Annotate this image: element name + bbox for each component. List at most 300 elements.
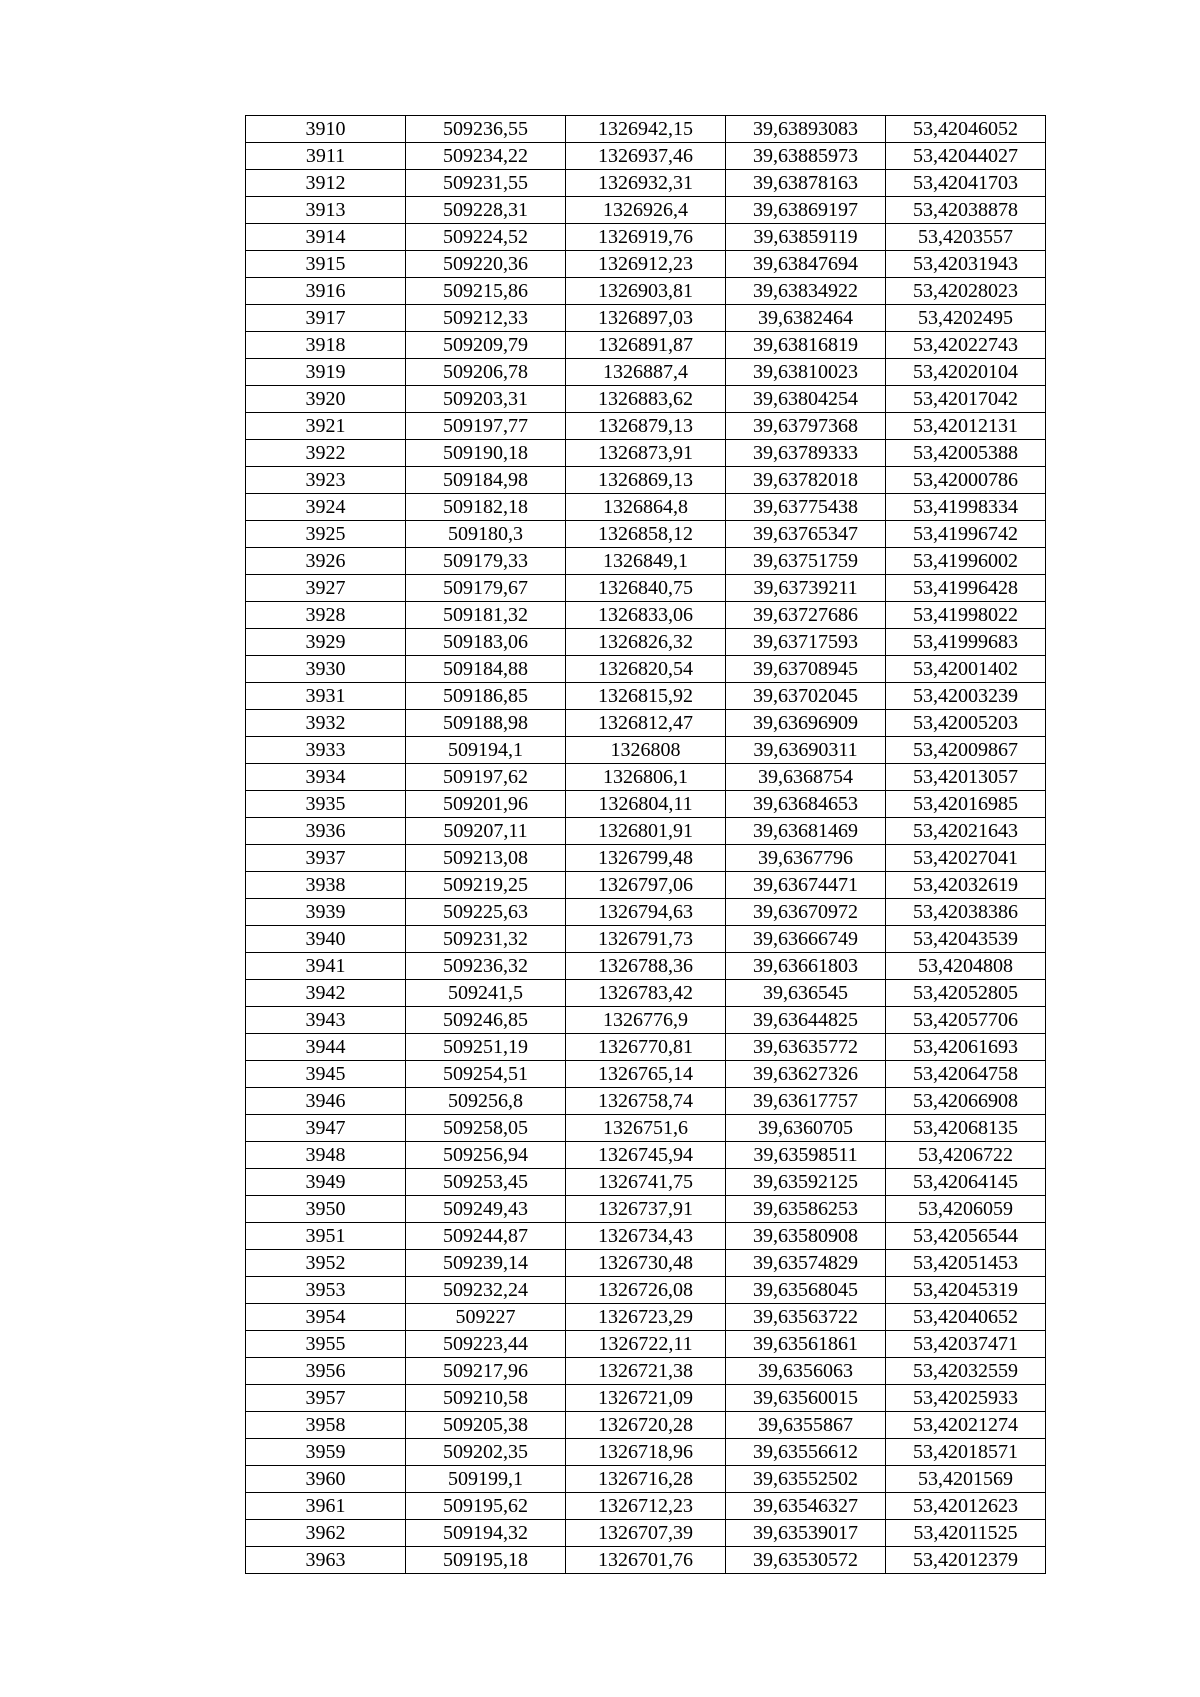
latitude-cell: 53,42040652 (886, 1304, 1046, 1331)
table-row (246, 899, 1046, 926)
latitude-cell: 53,42005203 (886, 710, 1046, 737)
y-coordinate-cell: 1326783,42 (566, 980, 726, 1007)
latitude-cell: 53,42057706 (886, 1007, 1046, 1034)
longitude-cell: 39,6382464 (726, 305, 886, 332)
longitude-cell: 39,63869197 (726, 197, 886, 224)
longitude-cell: 39,63708945 (726, 656, 886, 683)
table-row (246, 1142, 1046, 1169)
longitude-cell: 39,63644825 (726, 1007, 886, 1034)
x-coordinate-cell: 509179,33 (406, 548, 566, 575)
point-number-cell: 3916 (246, 278, 406, 305)
y-coordinate-cell: 1326799,48 (566, 845, 726, 872)
latitude-cell: 53,42018571 (886, 1439, 1046, 1466)
table-row (246, 116, 1046, 143)
longitude-cell: 39,63765347 (726, 521, 886, 548)
latitude-cell: 53,42064758 (886, 1061, 1046, 1088)
table-row (246, 980, 1046, 1007)
y-coordinate-cell: 1326707,39 (566, 1520, 726, 1547)
longitude-cell: 39,63893083 (726, 116, 886, 143)
table-row (246, 1223, 1046, 1250)
y-coordinate-cell: 1326770,81 (566, 1034, 726, 1061)
latitude-cell: 53,4203557 (886, 224, 1046, 251)
y-coordinate-cell: 1326701,76 (566, 1547, 726, 1574)
latitude-cell: 53,42061693 (886, 1034, 1046, 1061)
x-coordinate-cell: 509210,58 (406, 1385, 566, 1412)
point-number-cell: 3953 (246, 1277, 406, 1304)
point-number-cell: 3961 (246, 1493, 406, 1520)
table-row (246, 278, 1046, 305)
latitude-cell: 53,42066908 (886, 1088, 1046, 1115)
longitude-cell: 39,63739211 (726, 575, 886, 602)
x-coordinate-cell: 509181,32 (406, 602, 566, 629)
table-row (246, 764, 1046, 791)
y-coordinate-cell: 1326887,4 (566, 359, 726, 386)
table-row (246, 494, 1046, 521)
latitude-cell: 53,4201569 (886, 1466, 1046, 1493)
y-coordinate-cell: 1326840,75 (566, 575, 726, 602)
table-row (246, 872, 1046, 899)
y-coordinate-cell: 1326912,23 (566, 251, 726, 278)
longitude-cell: 39,63539017 (726, 1520, 886, 1547)
longitude-cell: 39,63690311 (726, 737, 886, 764)
y-coordinate-cell: 1326815,92 (566, 683, 726, 710)
point-number-cell: 3943 (246, 1007, 406, 1034)
x-coordinate-cell: 509203,31 (406, 386, 566, 413)
point-number-cell: 3922 (246, 440, 406, 467)
longitude-cell: 39,63717593 (726, 629, 886, 656)
longitude-cell: 39,63574829 (726, 1250, 886, 1277)
point-number-cell: 3942 (246, 980, 406, 1007)
longitude-cell: 39,63674471 (726, 872, 886, 899)
x-coordinate-cell: 509219,25 (406, 872, 566, 899)
point-number-cell: 3917 (246, 305, 406, 332)
y-coordinate-cell: 1326891,87 (566, 332, 726, 359)
x-coordinate-cell: 509195,62 (406, 1493, 566, 1520)
longitude-cell: 39,63580908 (726, 1223, 886, 1250)
latitude-cell: 53,41998022 (886, 602, 1046, 629)
table-row (246, 791, 1046, 818)
table-row (246, 413, 1046, 440)
table-row (246, 683, 1046, 710)
latitude-cell: 53,42021643 (886, 818, 1046, 845)
latitude-cell: 53,42056544 (886, 1223, 1046, 1250)
table-row (246, 1088, 1046, 1115)
y-coordinate-cell: 1326734,43 (566, 1223, 726, 1250)
x-coordinate-cell: 509228,31 (406, 197, 566, 224)
point-number-cell: 3940 (246, 926, 406, 953)
y-coordinate-cell: 1326806,1 (566, 764, 726, 791)
point-number-cell: 3947 (246, 1115, 406, 1142)
longitude-cell: 39,63556612 (726, 1439, 886, 1466)
y-coordinate-cell: 1326919,76 (566, 224, 726, 251)
x-coordinate-cell: 509246,85 (406, 1007, 566, 1034)
point-number-cell: 3923 (246, 467, 406, 494)
y-coordinate-cell: 1326879,13 (566, 413, 726, 440)
y-coordinate-cell: 1326721,09 (566, 1385, 726, 1412)
y-coordinate-cell: 1326716,28 (566, 1466, 726, 1493)
point-number-cell: 3929 (246, 629, 406, 656)
y-coordinate-cell: 1326720,28 (566, 1412, 726, 1439)
longitude-cell: 39,6367796 (726, 845, 886, 872)
table-row (246, 1061, 1046, 1088)
x-coordinate-cell: 509179,67 (406, 575, 566, 602)
y-coordinate-cell: 1326712,23 (566, 1493, 726, 1520)
point-number-cell: 3954 (246, 1304, 406, 1331)
table-row (246, 710, 1046, 737)
x-coordinate-cell: 509197,77 (406, 413, 566, 440)
longitude-cell: 39,636545 (726, 980, 886, 1007)
table-row (246, 656, 1046, 683)
table-row (246, 1466, 1046, 1493)
x-coordinate-cell: 509253,45 (406, 1169, 566, 1196)
latitude-cell: 53,42001402 (886, 656, 1046, 683)
latitude-cell: 53,42013057 (886, 764, 1046, 791)
table-row (246, 467, 1046, 494)
point-number-cell: 3939 (246, 899, 406, 926)
x-coordinate-cell: 509202,35 (406, 1439, 566, 1466)
x-coordinate-cell: 509236,55 (406, 116, 566, 143)
table-row (246, 440, 1046, 467)
x-coordinate-cell: 509256,94 (406, 1142, 566, 1169)
y-coordinate-cell: 1326745,94 (566, 1142, 726, 1169)
x-coordinate-cell: 509220,36 (406, 251, 566, 278)
coordinates-table (245, 115, 1046, 1574)
table-row (246, 1493, 1046, 1520)
table-row (246, 1196, 1046, 1223)
latitude-cell: 53,4204808 (886, 953, 1046, 980)
point-number-cell: 3920 (246, 386, 406, 413)
latitude-cell: 53,42027041 (886, 845, 1046, 872)
longitude-cell: 39,63568045 (726, 1277, 886, 1304)
point-number-cell: 3958 (246, 1412, 406, 1439)
y-coordinate-cell: 1326797,06 (566, 872, 726, 899)
latitude-cell: 53,42038386 (886, 899, 1046, 926)
point-number-cell: 3955 (246, 1331, 406, 1358)
y-coordinate-cell: 1326737,91 (566, 1196, 726, 1223)
x-coordinate-cell: 509212,33 (406, 305, 566, 332)
table-row (246, 1304, 1046, 1331)
latitude-cell: 53,42068135 (886, 1115, 1046, 1142)
longitude-cell: 39,63563722 (726, 1304, 886, 1331)
latitude-cell: 53,42064145 (886, 1169, 1046, 1196)
y-coordinate-cell: 1326858,12 (566, 521, 726, 548)
table-row (246, 818, 1046, 845)
table-row (246, 170, 1046, 197)
point-number-cell: 3915 (246, 251, 406, 278)
y-coordinate-cell: 1326849,1 (566, 548, 726, 575)
x-coordinate-cell: 509188,98 (406, 710, 566, 737)
table-row (246, 1358, 1046, 1385)
point-number-cell: 3946 (246, 1088, 406, 1115)
latitude-cell: 53,42037471 (886, 1331, 1046, 1358)
y-coordinate-cell: 1326826,32 (566, 629, 726, 656)
longitude-cell: 39,63751759 (726, 548, 886, 575)
x-coordinate-cell: 509197,62 (406, 764, 566, 791)
latitude-cell: 53,42003239 (886, 683, 1046, 710)
x-coordinate-cell: 509206,78 (406, 359, 566, 386)
longitude-cell: 39,63552502 (726, 1466, 886, 1493)
latitude-cell: 53,42012379 (886, 1547, 1046, 1574)
y-coordinate-cell: 1326726,08 (566, 1277, 726, 1304)
point-number-cell: 3912 (246, 170, 406, 197)
x-coordinate-cell: 509209,79 (406, 332, 566, 359)
table-row (246, 926, 1046, 953)
x-coordinate-cell: 509249,43 (406, 1196, 566, 1223)
latitude-cell: 53,42022743 (886, 332, 1046, 359)
point-number-cell: 3963 (246, 1547, 406, 1574)
y-coordinate-cell: 1326804,11 (566, 791, 726, 818)
point-number-cell: 3962 (246, 1520, 406, 1547)
table-row (246, 1331, 1046, 1358)
longitude-cell: 39,63847694 (726, 251, 886, 278)
y-coordinate-cell: 1326801,91 (566, 818, 726, 845)
longitude-cell: 39,63782018 (726, 467, 886, 494)
longitude-cell: 39,63635772 (726, 1034, 886, 1061)
latitude-cell: 53,42043539 (886, 926, 1046, 953)
point-number-cell: 3952 (246, 1250, 406, 1277)
point-number-cell: 3936 (246, 818, 406, 845)
x-coordinate-cell: 509186,85 (406, 683, 566, 710)
point-number-cell: 3949 (246, 1169, 406, 1196)
y-coordinate-cell: 1326926,4 (566, 197, 726, 224)
longitude-cell: 39,6356063 (726, 1358, 886, 1385)
longitude-cell: 39,63696909 (726, 710, 886, 737)
table-row (246, 197, 1046, 224)
x-coordinate-cell: 509194,1 (406, 737, 566, 764)
latitude-cell: 53,42000786 (886, 467, 1046, 494)
latitude-cell: 53,42046052 (886, 116, 1046, 143)
point-number-cell: 3950 (246, 1196, 406, 1223)
point-number-cell: 3937 (246, 845, 406, 872)
x-coordinate-cell: 509224,52 (406, 224, 566, 251)
longitude-cell: 39,63617757 (726, 1088, 886, 1115)
latitude-cell: 53,41996742 (886, 521, 1046, 548)
x-coordinate-cell: 509234,22 (406, 143, 566, 170)
longitude-cell: 39,6360705 (726, 1115, 886, 1142)
point-number-cell: 3928 (246, 602, 406, 629)
x-coordinate-cell: 509251,19 (406, 1034, 566, 1061)
point-number-cell: 3924 (246, 494, 406, 521)
y-coordinate-cell: 1326758,74 (566, 1088, 726, 1115)
longitude-cell: 39,63859119 (726, 224, 886, 251)
point-number-cell: 3938 (246, 872, 406, 899)
point-number-cell: 3925 (246, 521, 406, 548)
x-coordinate-cell: 509223,44 (406, 1331, 566, 1358)
longitude-cell: 39,63592125 (726, 1169, 886, 1196)
longitude-cell: 39,63702045 (726, 683, 886, 710)
x-coordinate-cell: 509232,24 (406, 1277, 566, 1304)
point-number-cell: 3921 (246, 413, 406, 440)
point-number-cell: 3941 (246, 953, 406, 980)
longitude-cell: 39,63560015 (726, 1385, 886, 1412)
longitude-cell: 39,63810023 (726, 359, 886, 386)
latitude-cell: 53,42038878 (886, 197, 1046, 224)
point-number-cell: 3957 (246, 1385, 406, 1412)
y-coordinate-cell: 1326751,6 (566, 1115, 726, 1142)
point-number-cell: 3918 (246, 332, 406, 359)
latitude-cell: 53,41996002 (886, 548, 1046, 575)
longitude-cell: 39,63681469 (726, 818, 886, 845)
y-coordinate-cell: 1326937,46 (566, 143, 726, 170)
point-number-cell: 3960 (246, 1466, 406, 1493)
longitude-cell: 39,63878163 (726, 170, 886, 197)
y-coordinate-cell: 1326864,8 (566, 494, 726, 521)
x-coordinate-cell: 509239,14 (406, 1250, 566, 1277)
longitude-cell: 39,63530572 (726, 1547, 886, 1574)
table-row (246, 359, 1046, 386)
longitude-cell: 39,63804254 (726, 386, 886, 413)
table-row (246, 251, 1046, 278)
coordinates-table-body (246, 116, 1046, 1574)
latitude-cell: 53,42032619 (886, 872, 1046, 899)
table-row (246, 1277, 1046, 1304)
longitude-cell: 39,63661803 (726, 953, 886, 980)
latitude-cell: 53,42020104 (886, 359, 1046, 386)
point-number-cell: 3927 (246, 575, 406, 602)
y-coordinate-cell: 1326932,31 (566, 170, 726, 197)
y-coordinate-cell: 1326741,75 (566, 1169, 726, 1196)
y-coordinate-cell: 1326897,03 (566, 305, 726, 332)
x-coordinate-cell: 509231,55 (406, 170, 566, 197)
x-coordinate-cell: 509184,98 (406, 467, 566, 494)
longitude-cell: 39,63834922 (726, 278, 886, 305)
longitude-cell: 39,63775438 (726, 494, 886, 521)
latitude-cell: 53,42005388 (886, 440, 1046, 467)
table-row (246, 953, 1046, 980)
longitude-cell: 39,63816819 (726, 332, 886, 359)
x-coordinate-cell: 509180,3 (406, 521, 566, 548)
latitude-cell: 53,42031943 (886, 251, 1046, 278)
table-row (246, 1034, 1046, 1061)
latitude-cell: 53,42051453 (886, 1250, 1046, 1277)
x-coordinate-cell: 509244,87 (406, 1223, 566, 1250)
table-row (246, 224, 1046, 251)
y-coordinate-cell: 1326808 (566, 737, 726, 764)
longitude-cell: 39,63561861 (726, 1331, 886, 1358)
x-coordinate-cell: 509256,8 (406, 1088, 566, 1115)
latitude-cell: 53,42012131 (886, 413, 1046, 440)
table-row (246, 575, 1046, 602)
table-row (246, 548, 1046, 575)
latitude-cell: 53,42009867 (886, 737, 1046, 764)
latitude-cell: 53,42032559 (886, 1358, 1046, 1385)
y-coordinate-cell: 1326942,15 (566, 116, 726, 143)
point-number-cell: 3914 (246, 224, 406, 251)
y-coordinate-cell: 1326765,14 (566, 1061, 726, 1088)
latitude-cell: 53,42025933 (886, 1385, 1046, 1412)
y-coordinate-cell: 1326788,36 (566, 953, 726, 980)
latitude-cell: 53,42012623 (886, 1493, 1046, 1520)
y-coordinate-cell: 1326791,73 (566, 926, 726, 953)
point-number-cell: 3944 (246, 1034, 406, 1061)
table-row (246, 1547, 1046, 1574)
y-coordinate-cell: 1326723,29 (566, 1304, 726, 1331)
table-row (246, 332, 1046, 359)
latitude-cell: 53,42041703 (886, 170, 1046, 197)
latitude-cell: 53,41998334 (886, 494, 1046, 521)
point-number-cell: 3959 (246, 1439, 406, 1466)
y-coordinate-cell: 1326820,54 (566, 656, 726, 683)
longitude-cell: 39,63670972 (726, 899, 886, 926)
latitude-cell: 53,4206722 (886, 1142, 1046, 1169)
latitude-cell: 53,42011525 (886, 1520, 1046, 1547)
x-coordinate-cell: 509184,88 (406, 656, 566, 683)
point-number-cell: 3945 (246, 1061, 406, 1088)
x-coordinate-cell: 509241,5 (406, 980, 566, 1007)
latitude-cell: 53,42016985 (886, 791, 1046, 818)
table-row (246, 1250, 1046, 1277)
longitude-cell: 39,63666749 (726, 926, 886, 953)
table-row (246, 1007, 1046, 1034)
y-coordinate-cell: 1326883,62 (566, 386, 726, 413)
x-coordinate-cell: 509182,18 (406, 494, 566, 521)
x-coordinate-cell: 509227 (406, 1304, 566, 1331)
longitude-cell: 39,63797368 (726, 413, 886, 440)
table-row (246, 1520, 1046, 1547)
x-coordinate-cell: 509215,86 (406, 278, 566, 305)
table-row (246, 386, 1046, 413)
point-number-cell: 3935 (246, 791, 406, 818)
longitude-cell: 39,63684653 (726, 791, 886, 818)
x-coordinate-cell: 509194,32 (406, 1520, 566, 1547)
latitude-cell: 53,4206059 (886, 1196, 1046, 1223)
x-coordinate-cell: 509205,38 (406, 1412, 566, 1439)
longitude-cell: 39,63789333 (726, 440, 886, 467)
x-coordinate-cell: 509258,05 (406, 1115, 566, 1142)
x-coordinate-cell: 509201,96 (406, 791, 566, 818)
longitude-cell: 39,63586253 (726, 1196, 886, 1223)
table-row (246, 845, 1046, 872)
table-row (246, 1439, 1046, 1466)
longitude-cell: 39,6368754 (726, 764, 886, 791)
y-coordinate-cell: 1326812,47 (566, 710, 726, 737)
longitude-cell: 39,6355867 (726, 1412, 886, 1439)
point-number-cell: 3932 (246, 710, 406, 737)
point-number-cell: 3926 (246, 548, 406, 575)
latitude-cell: 53,4202495 (886, 305, 1046, 332)
table-row (246, 521, 1046, 548)
x-coordinate-cell: 509190,18 (406, 440, 566, 467)
x-coordinate-cell: 509254,51 (406, 1061, 566, 1088)
latitude-cell: 53,42021274 (886, 1412, 1046, 1439)
table-row (246, 629, 1046, 656)
longitude-cell: 39,63727686 (726, 602, 886, 629)
table-row (246, 1412, 1046, 1439)
y-coordinate-cell: 1326869,13 (566, 467, 726, 494)
x-coordinate-cell: 509195,18 (406, 1547, 566, 1574)
x-coordinate-cell: 509217,96 (406, 1358, 566, 1385)
table-row (246, 143, 1046, 170)
point-number-cell: 3933 (246, 737, 406, 764)
y-coordinate-cell: 1326718,96 (566, 1439, 726, 1466)
longitude-cell: 39,63546327 (726, 1493, 886, 1520)
y-coordinate-cell: 1326721,38 (566, 1358, 726, 1385)
x-coordinate-cell: 509207,11 (406, 818, 566, 845)
longitude-cell: 39,63598511 (726, 1142, 886, 1169)
point-number-cell: 3919 (246, 359, 406, 386)
x-coordinate-cell: 509183,06 (406, 629, 566, 656)
x-coordinate-cell: 509236,32 (406, 953, 566, 980)
point-number-cell: 3931 (246, 683, 406, 710)
x-coordinate-cell: 509231,32 (406, 926, 566, 953)
point-number-cell: 3913 (246, 197, 406, 224)
y-coordinate-cell: 1326776,9 (566, 1007, 726, 1034)
latitude-cell: 53,42045319 (886, 1277, 1046, 1304)
latitude-cell: 53,42017042 (886, 386, 1046, 413)
y-coordinate-cell: 1326903,81 (566, 278, 726, 305)
y-coordinate-cell: 1326833,06 (566, 602, 726, 629)
point-number-cell: 3911 (246, 143, 406, 170)
